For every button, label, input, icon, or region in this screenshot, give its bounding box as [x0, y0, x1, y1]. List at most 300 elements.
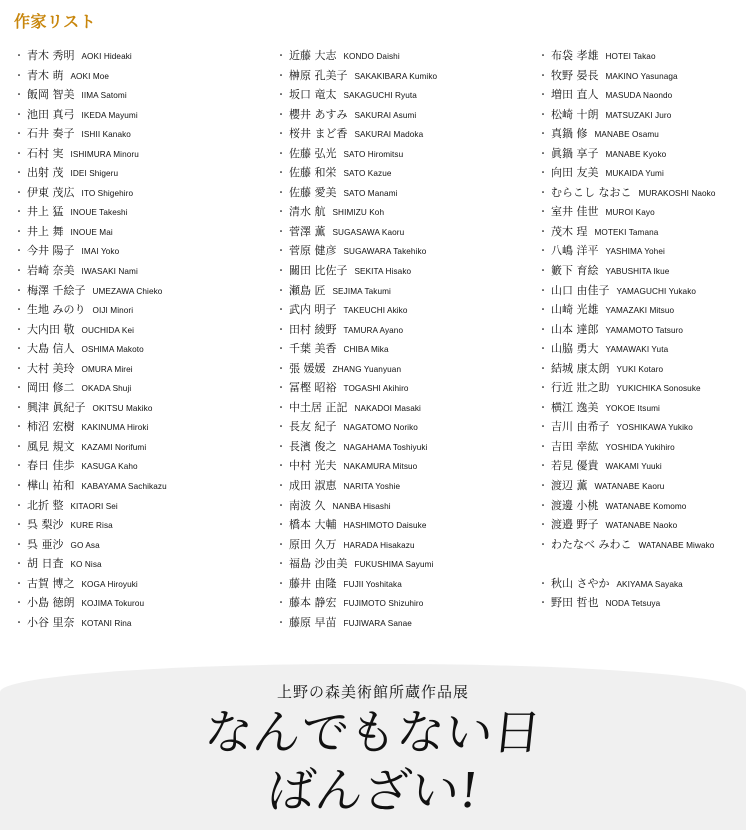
bullet: ・ — [538, 598, 548, 610]
artist-name-ja: 榊原 孔美子 — [289, 68, 348, 82]
artist-entry — [276, 359, 437, 379]
bullet: ・ — [14, 207, 24, 219]
bullet: ・ — [538, 383, 548, 395]
artist-entry — [538, 535, 716, 555]
bullet: ・ — [276, 207, 286, 219]
bullet: ・ — [14, 148, 24, 160]
artist-name-ja: 山口 由佳子 — [551, 283, 610, 297]
artist-name-en: OIJI Minori — [92, 306, 134, 316]
artist-name-ja: 布袋 孝雄 — [551, 49, 599, 62]
artist-entry — [276, 378, 437, 398]
artist-name-en: INOUE Takeshi — [70, 208, 128, 218]
exhibition-subtitle: 上野の森美術館所蔵作品展 — [276, 683, 469, 701]
artist-name-ja: 樺山 祐和 — [27, 479, 75, 493]
bullet: ・ — [14, 226, 24, 238]
artist-entry — [276, 241, 437, 261]
artist-name-ja: 小谷 里奈 — [27, 615, 75, 629]
artist-entry — [276, 515, 437, 535]
bullet: ・ — [538, 148, 548, 160]
bullet: ・ — [538, 344, 548, 356]
artist-name-en: FUJIMOTO Shizuhiro — [343, 599, 424, 609]
artist-name-ja: 今井 陽子 — [27, 244, 75, 258]
artist-entry — [538, 398, 716, 418]
artist-entry — [538, 124, 716, 144]
artist-name-en: WATANABE Miwako — [638, 540, 715, 550]
bullet: ・ — [14, 617, 24, 629]
artist-name-ja: 小島 徳朗 — [27, 596, 75, 610]
artist-name-ja: 向田 友美 — [551, 166, 599, 180]
artist-name-ja: 長友 紀子 — [289, 420, 337, 434]
artist-name-en: KURE Risa — [70, 521, 113, 531]
artist-name-en: MOTEKI Tamana — [594, 227, 659, 237]
artist-entry — [538, 476, 716, 496]
artist-name-en: YAMAMOTO Tatsuro — [605, 325, 684, 335]
artist-entry — [538, 574, 716, 594]
artist-name-en: CHIBA Mika — [343, 345, 389, 355]
artist-name-ja: 藤原 早苗 — [289, 615, 337, 629]
bullet: ・ — [14, 168, 24, 180]
bullet: ・ — [14, 109, 24, 121]
artist-name-en: HARADA Hisakazu — [343, 540, 415, 550]
artist-name-en: SHIMIZU Koh — [332, 208, 385, 218]
bullet: ・ — [14, 51, 24, 62]
artist-name-en: WAKAMI Yuuki — [605, 462, 662, 472]
artist-name-en: AKIYAMA Sayaka — [616, 579, 683, 589]
artist-name-en: YAMAGUCHI Yukako — [616, 286, 697, 296]
artist-name-ja: 古賀 博之 — [27, 576, 75, 590]
bullet: ・ — [14, 90, 24, 102]
artist-entry — [14, 378, 167, 398]
bullet: ・ — [276, 129, 286, 141]
artist-entry — [538, 320, 716, 340]
artist-name-ja: 野田 哲也 — [551, 596, 599, 610]
artist-name-ja: 田村 綾野 — [289, 322, 337, 336]
bullet: ・ — [276, 539, 286, 551]
bullet: ・ — [276, 187, 286, 199]
artist-entry — [14, 437, 167, 457]
artist-name-ja: 牧野 晏長 — [551, 68, 599, 82]
bullet: ・ — [538, 70, 548, 82]
bullet: ・ — [14, 246, 24, 258]
artist-name-en: ISHIMURA Minoru — [70, 149, 139, 159]
artist-name-en: IMAI Yoko — [81, 247, 120, 257]
artist-entry — [538, 456, 716, 476]
artist-name-en: IKEDA Mayumi — [81, 110, 138, 120]
artist-name-en: KABAYAMA Sachikazu — [81, 482, 167, 492]
artist-name-ja: 近藤 大志 — [289, 49, 337, 62]
artist-name-ja: 飯岡 智美 — [27, 88, 75, 102]
bullet: ・ — [14, 441, 24, 453]
artist-name-en: IDEI Shigeru — [70, 169, 119, 179]
artist-name-ja: 武内 明子 — [289, 303, 337, 317]
bullet: ・ — [276, 226, 286, 238]
bullet: ・ — [538, 207, 548, 219]
artist-name-ja: 大島 信人 — [27, 342, 75, 356]
artist-name-ja: 井上 舞 — [27, 224, 64, 238]
bullet: ・ — [276, 383, 286, 395]
artist-entry — [14, 593, 167, 613]
artist-name-en: AOKI Hideaki — [81, 52, 132, 61]
artist-entry — [14, 124, 167, 144]
artist-name-en: YABUSHITA Ikue — [605, 267, 670, 277]
artist-column-1 — [14, 46, 167, 632]
exhibition-title-line-1: なんでもない日 — [202, 705, 544, 761]
bullet: ・ — [276, 266, 286, 278]
bullet: ・ — [276, 51, 286, 62]
artist-name-ja: 真鍋 修 — [551, 127, 588, 141]
artist-entry — [276, 66, 437, 86]
artist-entry — [276, 398, 437, 418]
artist-name-en: TAMURA Ayano — [343, 325, 404, 335]
exhibition-title-line-2: ばんざい! — [264, 763, 482, 819]
artist-name-ja: 櫻井 あすみ — [289, 107, 348, 121]
bullet: ・ — [14, 520, 24, 532]
bullet: ・ — [14, 422, 24, 434]
artist-entry — [14, 144, 167, 164]
bullet: ・ — [538, 168, 548, 180]
bullet: ・ — [14, 129, 24, 141]
artist-entry — [14, 359, 167, 379]
artist-entry — [14, 496, 167, 516]
bullet: ・ — [276, 617, 286, 629]
bullet: ・ — [538, 305, 548, 317]
artist-entry — [538, 46, 716, 66]
bullet: ・ — [538, 90, 548, 102]
artist-entry — [14, 105, 167, 125]
artist-entry — [538, 496, 716, 516]
artist-name-en: ZHANG Yuanyuan — [332, 364, 402, 374]
bullet: ・ — [276, 363, 286, 375]
artist-name-en: SATO Manami — [343, 188, 398, 198]
bullet: ・ — [538, 500, 548, 512]
artist-name-ja: 渡邉 野子 — [551, 518, 599, 532]
artist-name-en: KAKINUMA Hiroki — [81, 423, 149, 433]
artist-name-ja: 横江 逸美 — [551, 400, 599, 414]
artist-name-ja: 橋本 大輔 — [289, 518, 337, 532]
artist-entry — [14, 456, 167, 476]
artist-name-ja: 渡辺 薫 — [551, 479, 588, 493]
artist-name-en: NAKAMURA Mitsuo — [343, 462, 418, 472]
artist-name-ja: 山脇 勇大 — [551, 342, 599, 356]
artist-entry — [14, 222, 167, 242]
artist-entry — [276, 456, 437, 476]
artist-entry — [276, 496, 437, 516]
artist-name-ja: 岡田 修二 — [27, 381, 75, 395]
artist-entry — [276, 593, 437, 613]
page-title: 作家リスト — [14, 12, 97, 31]
artist-name-ja: 福島 沙由美 — [289, 557, 348, 571]
artist-name-ja: 中村 光夫 — [289, 459, 337, 473]
artist-name-ja: 菅澤 薫 — [289, 224, 326, 238]
artist-name-ja: 石井 奏子 — [27, 127, 75, 141]
artist-name-ja: 清水 航 — [289, 205, 326, 219]
artist-name-en: SEJIMA Takumi — [332, 286, 391, 296]
artist-name-ja: 石村 実 — [27, 146, 64, 160]
bullet: ・ — [276, 90, 286, 102]
artist-name-ja: 坂口 竜太 — [289, 88, 337, 102]
artist-entry — [276, 163, 437, 183]
artist-name-ja: 成田 淑恵 — [289, 479, 337, 493]
artist-entry — [538, 339, 716, 359]
bullet: ・ — [538, 187, 548, 199]
bullet: ・ — [276, 246, 286, 258]
artist-entry — [14, 398, 167, 418]
bullet: ・ — [276, 441, 286, 453]
artist-entry — [276, 85, 437, 105]
artist-entry — [14, 320, 167, 340]
artist-entry — [276, 183, 437, 203]
artist-name-ja: 籔下 育絵 — [551, 264, 599, 278]
bullet: ・ — [538, 539, 548, 551]
artist-name-en: SUGASAWA Kaoru — [332, 227, 405, 237]
bullet: ・ — [14, 578, 24, 590]
bullet: ・ — [14, 383, 24, 395]
artist-name-ja: 胡 日査 — [27, 557, 64, 571]
artist-name-ja: 茂木 珵 — [551, 224, 588, 238]
artist-entry — [276, 554, 437, 574]
artist-name-en: HASHIMOTO Daisuke — [343, 521, 427, 531]
artist-name-ja: 南波 久 — [289, 498, 326, 512]
artist-name-ja: 長濱 俊之 — [289, 439, 337, 453]
artist-name-en: KAZAMI Norifumi — [81, 442, 147, 452]
bullet: ・ — [14, 461, 24, 473]
artist-name-en: SEKITA Hisako — [354, 267, 412, 277]
artist-name-ja: 呉 梨沙 — [27, 518, 64, 532]
artist-entry — [14, 515, 167, 535]
artist-name-en: SATO Kazue — [343, 169, 392, 179]
bullet: ・ — [276, 559, 286, 571]
bullet: ・ — [276, 520, 286, 532]
artist-name-en: SATO Hiromitsu — [343, 149, 404, 159]
artist-name-en: KITAORI Sei — [70, 501, 118, 511]
bullet: ・ — [14, 344, 24, 356]
artist-name-en: OMURA Mirei — [81, 364, 133, 374]
bullet: ・ — [14, 402, 24, 414]
artist-entry — [276, 261, 437, 281]
artist-name-ja: 桜井 まど香 — [289, 127, 348, 141]
artist-name-en: OUCHIDA Kei — [81, 325, 135, 335]
artist-name-ja: 佐藤 和栄 — [289, 166, 337, 180]
bullet: ・ — [14, 559, 24, 571]
artist-entry — [276, 144, 437, 164]
artist-name-en: NAGATOMO Noriko — [343, 423, 418, 433]
bullet: ・ — [276, 148, 286, 160]
artist-name-ja: 藤本 静宏 — [289, 596, 337, 610]
bullet: ・ — [538, 578, 548, 590]
bullet: ・ — [538, 129, 548, 141]
bullet: ・ — [538, 422, 548, 434]
artist-name-en: MUROI Kayo — [605, 208, 655, 218]
artist-name-ja: 若見 優貴 — [551, 459, 599, 473]
artist-name-en: KO Nisa — [70, 560, 102, 570]
artist-name-en: INOUE Mai — [70, 227, 113, 237]
artist-name-ja: 松崎 十朗 — [551, 107, 599, 121]
artist-entry — [14, 202, 167, 222]
artist-entry — [538, 202, 716, 222]
artist-name-en: IIMA Satomi — [81, 91, 127, 101]
artist-entry — [14, 46, 167, 66]
artist-name-en: KOJIMA Tokurou — [81, 599, 145, 609]
artist-name-ja: 行近 壯之助 — [551, 381, 610, 395]
artist-entry — [538, 241, 716, 261]
artist-entry — [276, 476, 437, 496]
bullet: ・ — [538, 51, 548, 62]
artist-entry — [538, 437, 716, 457]
bullet: ・ — [538, 109, 548, 121]
artist-name-en: YOSHIKAWA Yukiko — [616, 423, 693, 433]
artist-entry — [14, 163, 167, 183]
artist-name-en: NAGAHAMA Toshiyuki — [343, 442, 428, 452]
artist-entry — [538, 417, 716, 437]
bullet: ・ — [538, 246, 548, 258]
artist-entry — [14, 574, 167, 594]
bullet: ・ — [276, 109, 286, 121]
bullet: ・ — [538, 481, 548, 493]
artist-name-en: YOSHIDA Yukihiro — [605, 442, 675, 452]
artist-entry — [276, 437, 437, 457]
artist-entry — [14, 613, 167, 633]
artist-name-ja: 秋山 さやか — [551, 576, 610, 590]
artist-entry — [538, 183, 716, 203]
artist-name-ja: 出射 茂 — [27, 166, 64, 180]
artist-name-en: SAKAGUCHI Ryuta — [343, 91, 417, 101]
artist-name-en: NAKADOI Masaki — [354, 403, 421, 413]
artist-name-ja: 伊東 茂広 — [27, 185, 75, 199]
bullet: ・ — [14, 324, 24, 336]
artist-name-en: SAKURAI Madoka — [354, 130, 424, 140]
artist-name-en: NANBA Hisashi — [332, 501, 391, 511]
artist-entry — [276, 281, 437, 301]
artist-name-ja: 柿沼 宏樹 — [27, 420, 75, 434]
artist-name-ja: 岩崎 奈美 — [27, 264, 75, 278]
artist-entry — [276, 417, 437, 437]
artist-name-ja: 吉川 由希子 — [551, 420, 610, 434]
artist-name-ja: 吉田 幸紘 — [551, 439, 599, 453]
artist-name-ja: 菅原 健彦 — [289, 244, 337, 258]
artist-name-ja: 北折 整 — [27, 498, 64, 512]
bullet: ・ — [14, 598, 24, 610]
bullet: ・ — [276, 598, 286, 610]
bullet: ・ — [276, 324, 286, 336]
artist-name-ja: 千葉 美香 — [289, 342, 337, 356]
artist-name-en: TAKEUCHI Akiko — [343, 306, 408, 316]
artist-entry — [14, 417, 167, 437]
artist-entry — [14, 535, 167, 555]
artist-name-en: YUKICHIKA Sonosuke — [616, 384, 701, 394]
artist-name-en: NODA Tetsuya — [605, 599, 661, 609]
artist-entry — [276, 124, 437, 144]
artist-name-ja: 原田 久万 — [289, 537, 337, 551]
artist-entry — [276, 105, 437, 125]
artist-name-ja: 池田 真弓 — [27, 107, 75, 121]
artist-name-en: MUKAIDA Yumi — [605, 169, 664, 179]
artist-entry — [276, 574, 437, 594]
bullet: ・ — [276, 578, 286, 590]
bullet: ・ — [538, 226, 548, 238]
artist-name-ja: 渡邊 小桃 — [551, 498, 599, 512]
artist-name-ja: 瀬島 匠 — [289, 283, 326, 297]
artist-name-ja: 山本 達郎 — [551, 322, 599, 336]
bullet: ・ — [276, 344, 286, 356]
artist-name-en: MAKINO Yasunaga — [605, 71, 678, 81]
artist-name-en: ITO Shigehiro — [81, 188, 134, 198]
bullet: ・ — [538, 402, 548, 414]
artist-name-en: OKITSU Makiko — [92, 403, 153, 413]
artist-entry — [14, 85, 167, 105]
bullet: ・ — [14, 363, 24, 375]
artist-name-en: WATANABE Kaoru — [594, 482, 665, 492]
bullet: ・ — [276, 402, 286, 414]
artist-entry — [538, 300, 716, 320]
artist-name-en: HOTEI Takao — [605, 52, 656, 61]
artist-name-en: WATANABE Naoko — [605, 521, 678, 531]
artist-entry — [276, 535, 437, 555]
artist-name-en: GO Asa — [70, 540, 100, 550]
artist-entry — [14, 339, 167, 359]
artist-entry — [276, 300, 437, 320]
artist-name-ja: 増田 直人 — [551, 88, 599, 102]
bullet: ・ — [538, 363, 548, 375]
artist-name-ja: 冨樫 昭裕 — [289, 381, 337, 395]
bullet: ・ — [538, 324, 548, 336]
artist-name-en: AOKI Moe — [70, 71, 110, 81]
bullet: ・ — [538, 441, 548, 453]
artist-name-en: KASUGA Kaho — [81, 462, 138, 472]
artist-entry — [276, 202, 437, 222]
artist-name-ja: 關田 比佐子 — [289, 264, 348, 278]
bullet: ・ — [276, 461, 286, 473]
artist-name-en: ISHII Kanako — [81, 130, 131, 140]
artist-name-en: KONDO Daishi — [343, 52, 400, 61]
artist-name-ja: 藤井 由隆 — [289, 576, 337, 590]
artist-name-en: FUKUSHIMA Sayumi — [354, 560, 434, 570]
artist-name-ja: 張 媛媛 — [289, 361, 326, 375]
artist-name-en: MURAKOSHI Naoko — [638, 188, 716, 198]
artist-column-3 — [538, 46, 716, 613]
artist-name-en: TOGASHI Akihiro — [343, 384, 409, 394]
artist-name-ja: 興津 眞紀子 — [27, 400, 86, 414]
artist-name-ja: 室井 佳世 — [551, 205, 599, 219]
artist-column-2 — [276, 46, 437, 632]
artist-name-en: MANABE Osamu — [594, 130, 659, 140]
artist-entry — [14, 554, 167, 574]
artist-name-ja: 梅澤 千絵子 — [27, 283, 86, 297]
artist-name-ja: 結城 康太朗 — [551, 361, 610, 375]
bullet: ・ — [14, 500, 24, 512]
bullet: ・ — [14, 266, 24, 278]
artist-entry — [14, 66, 167, 86]
artist-name-en: SUGAWARA Takehiko — [343, 247, 427, 257]
artist-name-ja: 青木 萌 — [27, 68, 64, 82]
bullet: ・ — [276, 481, 286, 493]
list-spacer — [538, 554, 716, 574]
artist-entry — [538, 378, 716, 398]
artist-entry — [538, 593, 716, 613]
artist-name-ja: 山崎 光雄 — [551, 303, 599, 317]
artist-entry — [276, 320, 437, 340]
artist-name-en: YUKI Kotaro — [616, 364, 664, 374]
bullet: ・ — [276, 168, 286, 180]
artist-name-en: IWASAKI Nami — [81, 267, 138, 277]
artist-name-en: FUJIWARA Sanae — [343, 618, 412, 628]
artist-entry — [14, 261, 167, 281]
artist-name-ja: 呉 亜沙 — [27, 537, 64, 551]
bullet: ・ — [14, 539, 24, 551]
artist-entry — [276, 222, 437, 242]
artist-entry — [14, 300, 167, 320]
artist-entry — [276, 46, 437, 66]
artist-entry — [14, 183, 167, 203]
